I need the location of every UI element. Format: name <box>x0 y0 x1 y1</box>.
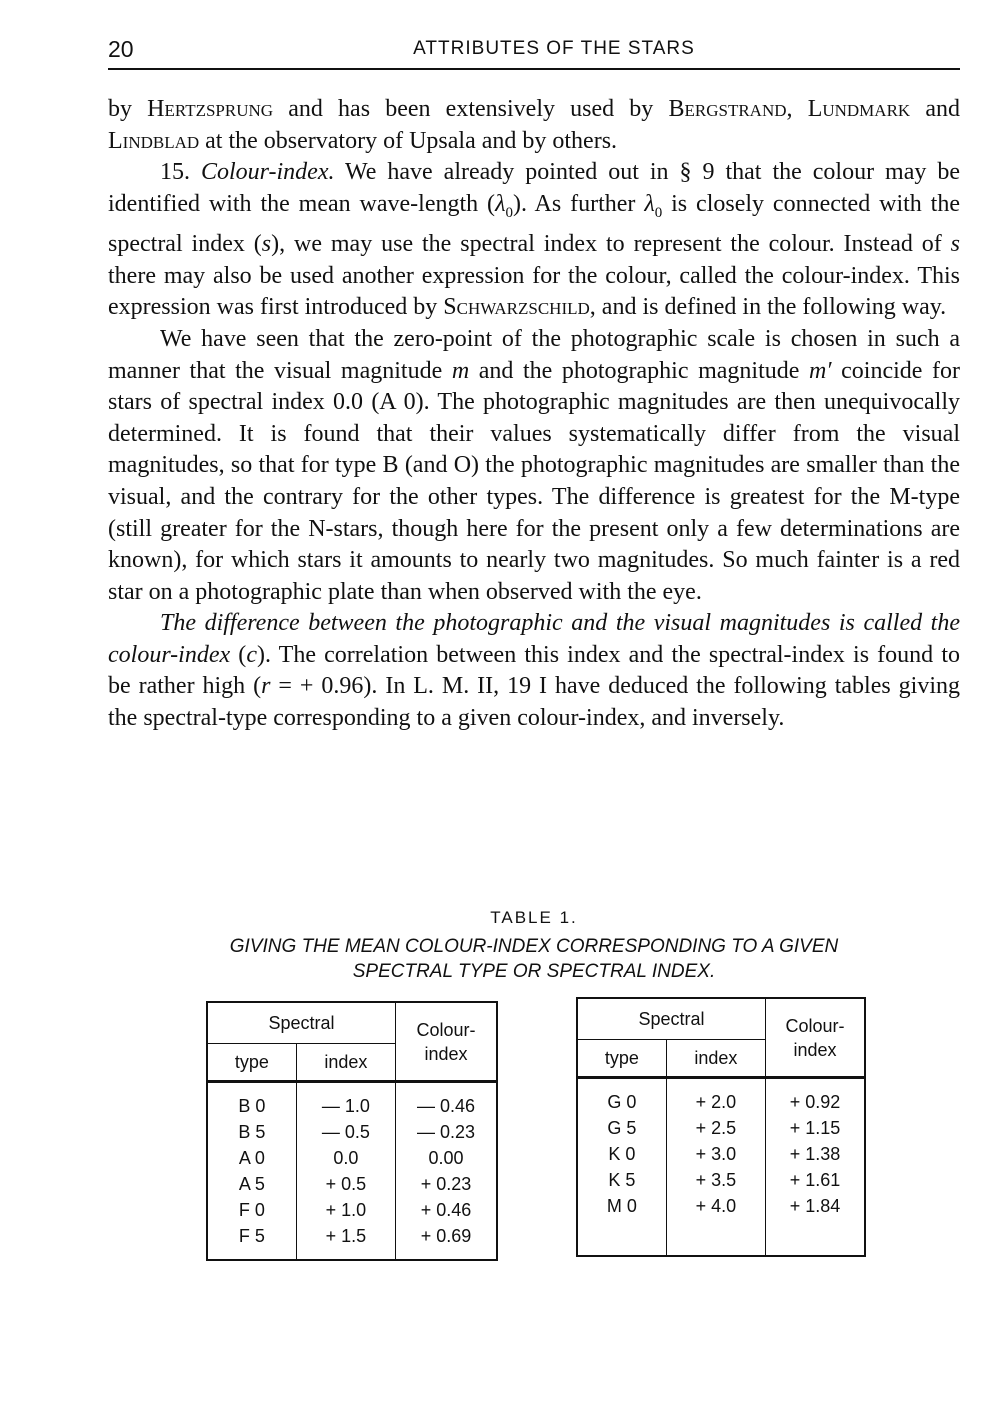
cell-colour-index: + 0.23 <box>420 1173 472 1194</box>
cell-spectral-type: G 0 <box>577 1089 666 1115</box>
cell-spectral-type: F 5 <box>207 1223 296 1249</box>
cell-spectral-type: B 0 <box>207 1093 296 1119</box>
table-row <box>577 1219 865 1245</box>
header-colour-index: Colour- index <box>396 1002 497 1082</box>
cell-colour-index: + 1.15 <box>789 1117 841 1138</box>
cell-spectral-index: — 1.0 <box>296 1093 395 1119</box>
page-header <box>108 36 960 70</box>
cell-spectral-type: F 0 <box>207 1197 296 1223</box>
cell-spectral-type: K 0 <box>577 1141 666 1167</box>
header-type: type <box>207 1044 296 1082</box>
table-caption-line-1: GIVING THE MEAN COLOUR-INDEX CORRESPONDING TO A GIVEN <box>229 936 839 957</box>
cell-spectral-type: A 5 <box>207 1171 296 1197</box>
cell-spectral-type: M 0 <box>577 1193 666 1219</box>
cell-spectral-index: + 2.5 <box>666 1115 765 1141</box>
cell-spectral-type: A 0 <box>207 1145 296 1171</box>
table-row <box>207 1223 497 1249</box>
cell-colour-index: + 1.61 <box>789 1169 841 1190</box>
header-colour-index: Colour- index <box>766 998 865 1078</box>
cell-colour-index: — 0.23 <box>416 1121 476 1142</box>
cell-spectral-index <box>666 1219 765 1245</box>
paragraph-zero-point: We have seen that the zero-point of the photographic scale is chosen in such a manner that the visual magnitude m and the photographic magnitude m′ coincide for stars of spectral index 0.0 (A 0). The photographic magnitudes are then unequivocally determined. It is found that their values systematically differ from the visual magnitudes, so that for type B (and O) the photographic magnitudes are smaller than the visual, and the contrary for the other types. The difference is greatest for the M-type (still greater for the N-stars, though here for the present only a few determinations are known), for which stars it amounts to nearly two magnitudes. So much fainter is a red star on a photographic plate than when observed with the eye. <box>108 325 960 605</box>
paragraph-1: by Hertzsprung and has been extensively used by Bergstrand, Lundmark and Lindblad at the observatory of Upsala and by others. <box>108 96 961 154</box>
cell-spectral-type <box>577 1219 666 1245</box>
cell-spectral-type: G 5 <box>577 1115 666 1141</box>
paragraph-definition: The difference between the photographic and the visual magnitudes is called the colour-index (c). The correlation between this index and the spectral-index is found to be rather high (r = + 0.96). In L. M. II, 19 I have deduced the following tables giving the spectral-type corresponding to a given colour-index, and inversely. <box>108 610 960 732</box>
table-row <box>577 1115 865 1141</box>
colour-index-table-right <box>576 997 866 1257</box>
cell-colour-index: + 0.46 <box>420 1199 472 1220</box>
table-row <box>207 1093 497 1119</box>
paragraph-colour-index-section: 15. Colour-index. We have already pointed out in § 9 that the colour may be identified with the mean wave-length $(\lambda_0)$. As further $\lambda_0$ is closely connected with the spectral index (s), we may use the spectral index to represent the colour. Instead of s there may also be used another expression for the colour, called the colour-index. This expression was first introduced by Schwarzschild, and is defined in the following way. <box>108 159 961 321</box>
cell-spectral-index: + 4.0 <box>666 1193 765 1219</box>
header-index: index <box>666 1040 765 1078</box>
cell-spectral-index: + 0.5 <box>296 1171 395 1197</box>
cell-spectral-index: + 2.0 <box>666 1089 765 1115</box>
table-label: TABLE 1. <box>490 908 578 927</box>
cell-spectral-index: + 3.5 <box>666 1167 765 1193</box>
table-row <box>577 1141 865 1167</box>
body-text <box>108 94 960 735</box>
table-row <box>577 1193 865 1219</box>
cell-colour-index: + 0.69 <box>420 1225 472 1246</box>
table-row <box>577 1167 865 1193</box>
cell-colour-index: 0.00 <box>428 1147 464 1168</box>
cell-spectral-index: + 3.0 <box>666 1141 765 1167</box>
cell-colour-index: — 0.46 <box>416 1095 476 1116</box>
header-type: type <box>577 1040 666 1078</box>
colour-index-table-left <box>206 1001 498 1261</box>
table-row <box>207 1171 497 1197</box>
table-caption-line-2: SPECTRAL TYPE OR SPECTRAL INDEX. <box>352 961 716 982</box>
cell-spectral-index: + 1.5 <box>296 1223 395 1249</box>
header-spectral: Spectral <box>577 998 766 1040</box>
running-title: ATTRIBUTES OF THE STARS <box>413 38 695 59</box>
cell-colour-index <box>766 1219 865 1245</box>
cell-colour-index: + 0.92 <box>789 1091 841 1112</box>
cell-spectral-type: K 5 <box>577 1167 666 1193</box>
table-row <box>207 1197 497 1223</box>
header-spectral: Spectral <box>207 1002 396 1044</box>
cell-spectral-index: — 0.5 <box>296 1119 395 1145</box>
page-number: 20 <box>108 36 134 62</box>
cell-spectral-index: + 1.0 <box>296 1197 395 1223</box>
cell-spectral-type: B 5 <box>207 1119 296 1145</box>
cell-colour-index: + 1.84 <box>789 1195 841 1216</box>
table-row <box>207 1145 497 1171</box>
header-index: index <box>296 1044 395 1082</box>
cell-spectral-index: 0.0 <box>296 1145 395 1171</box>
cell-colour-index: + 1.38 <box>789 1143 841 1164</box>
table-row <box>207 1119 497 1145</box>
table-row <box>577 1089 865 1115</box>
